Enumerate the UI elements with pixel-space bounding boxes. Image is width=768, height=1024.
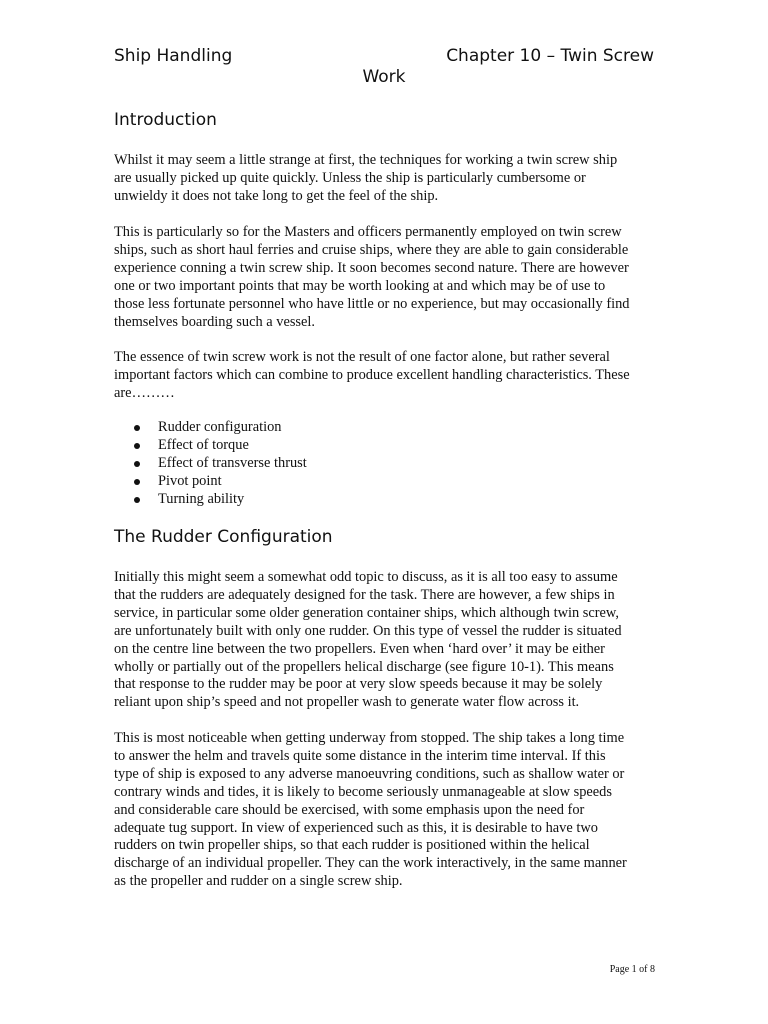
text-line: and considerable care should be exercised, with some emphasis upon the need for: [114, 801, 585, 818]
text-line: as the propeller and rudder on a single screw ship.: [114, 873, 403, 890]
text-line: important factors which can combine to produce excellent handling characteristics. These: [114, 366, 630, 383]
text-line: wholly or partially out of the propellers helical discharge (see figure 10-1). This means: [114, 658, 614, 675]
section-heading-rudder-configuration: The Rudder Configuration: [114, 527, 333, 547]
text-line: adequate tug support. In view of experienced such as this, it is desirable to have two: [114, 819, 598, 836]
intro-paragraph-3: [114, 349, 659, 403]
list-item-label: Rudder configuration: [158, 419, 282, 435]
text-line: rudders on twin propeller ships, so that each rudder is positioned within the helical: [114, 837, 590, 854]
list-item: [114, 437, 654, 455]
list-item: [114, 473, 654, 491]
text-line: This is particularly so for the Masters and officers permanently employed on twin screw: [114, 224, 622, 240]
list-item: [114, 455, 654, 473]
text-line: on the centre line between the two propellers. Even when ‘hard over’ it may be either: [114, 640, 605, 657]
rudder-paragraph-1: [114, 569, 659, 712]
text-line: are unfortunately built with only one rudder. On this type of vessel the rudder is situated: [114, 622, 622, 639]
header-title-right: Chapter 10 – Twin Screw: [446, 46, 654, 66]
list-item: [114, 419, 654, 437]
bullet-icon: [134, 443, 140, 449]
intro-paragraph-2: [114, 224, 659, 331]
text-line: type of ship is exposed to any adverse manoeuvring conditions, such as shallow water or: [114, 765, 625, 782]
text-line: ships, such as short haul ferries and cruise ships, where they are able to gain considerable: [114, 241, 629, 258]
text-line: are usually picked up quite quickly. Unless the ship is particularly cumbersome or: [114, 169, 586, 186]
header-title-wrap: Work: [362, 67, 406, 87]
text-line: The essence of twin screw work is not the result of one factor alone, but rather several: [114, 349, 610, 365]
text-line: themselves boarding such a vessel.: [114, 313, 316, 330]
header-title-left: Ship Handling: [114, 46, 233, 66]
text-line: Initially this might seem a somewhat odd topic to discuss, as it is all too easy to assume: [114, 569, 618, 585]
text-line: to answer the helm and travels quite some distance in the interim time interval. If this: [114, 747, 606, 764]
factor-list: [114, 419, 654, 508]
rudder-paragraph-2: [114, 730, 659, 891]
text-line: experience conning a twin screw ship. It soon becomes second nature. There are however: [114, 259, 629, 276]
list-item: [114, 491, 654, 509]
page-number: Page 1 of 8: [609, 964, 655, 975]
bullet-icon: [134, 425, 140, 431]
bullet-icon: [134, 479, 140, 485]
text-line: unwieldy it does not take long to get the feel of the ship.: [114, 187, 439, 204]
text-line: that the rudders are adequately designed for the task. There are however, a few ships in: [114, 586, 615, 603]
section-heading-introduction: Introduction: [114, 110, 217, 130]
list-item-label: Turning ability: [158, 490, 245, 507]
text-line: one or two important points that may be worth looking at and which may be of use to: [114, 277, 606, 294]
text-line: contrary winds and tides, it is likely to become seriously unmanageable at slow speeds: [114, 783, 612, 800]
list-item-label: Pivot point: [158, 472, 222, 489]
text-line: discharge of an individual propeller. They can the work interactively, in the same manner: [114, 855, 627, 872]
text-line: are………: [114, 384, 175, 401]
list-item-label: Effect of transverse thrust: [158, 454, 307, 471]
bullet-icon: [134, 497, 140, 503]
text-line: Whilst it may seem a little strange at first, the techniques for working a twin screw ship: [114, 152, 618, 168]
text-line: This is most noticeable when getting underway from stopped. The ship takes a long time: [114, 730, 625, 746]
text-line: service, in particular some older generation container ships, which although twin screw,: [114, 604, 619, 621]
bullet-icon: [134, 461, 140, 467]
intro-paragraph-1: [114, 152, 659, 206]
text-line: those less fortunate personnel who have little or no experience, but may occasionally find: [114, 295, 630, 312]
list-item-label: Effect of torque: [158, 436, 249, 453]
text-line: that response to the rudder may be poor at very slow speeds because it may be solely: [114, 676, 603, 693]
text-line: reliant upon ship’s speed and not propeller wash to generate water flow across it.: [114, 694, 580, 711]
